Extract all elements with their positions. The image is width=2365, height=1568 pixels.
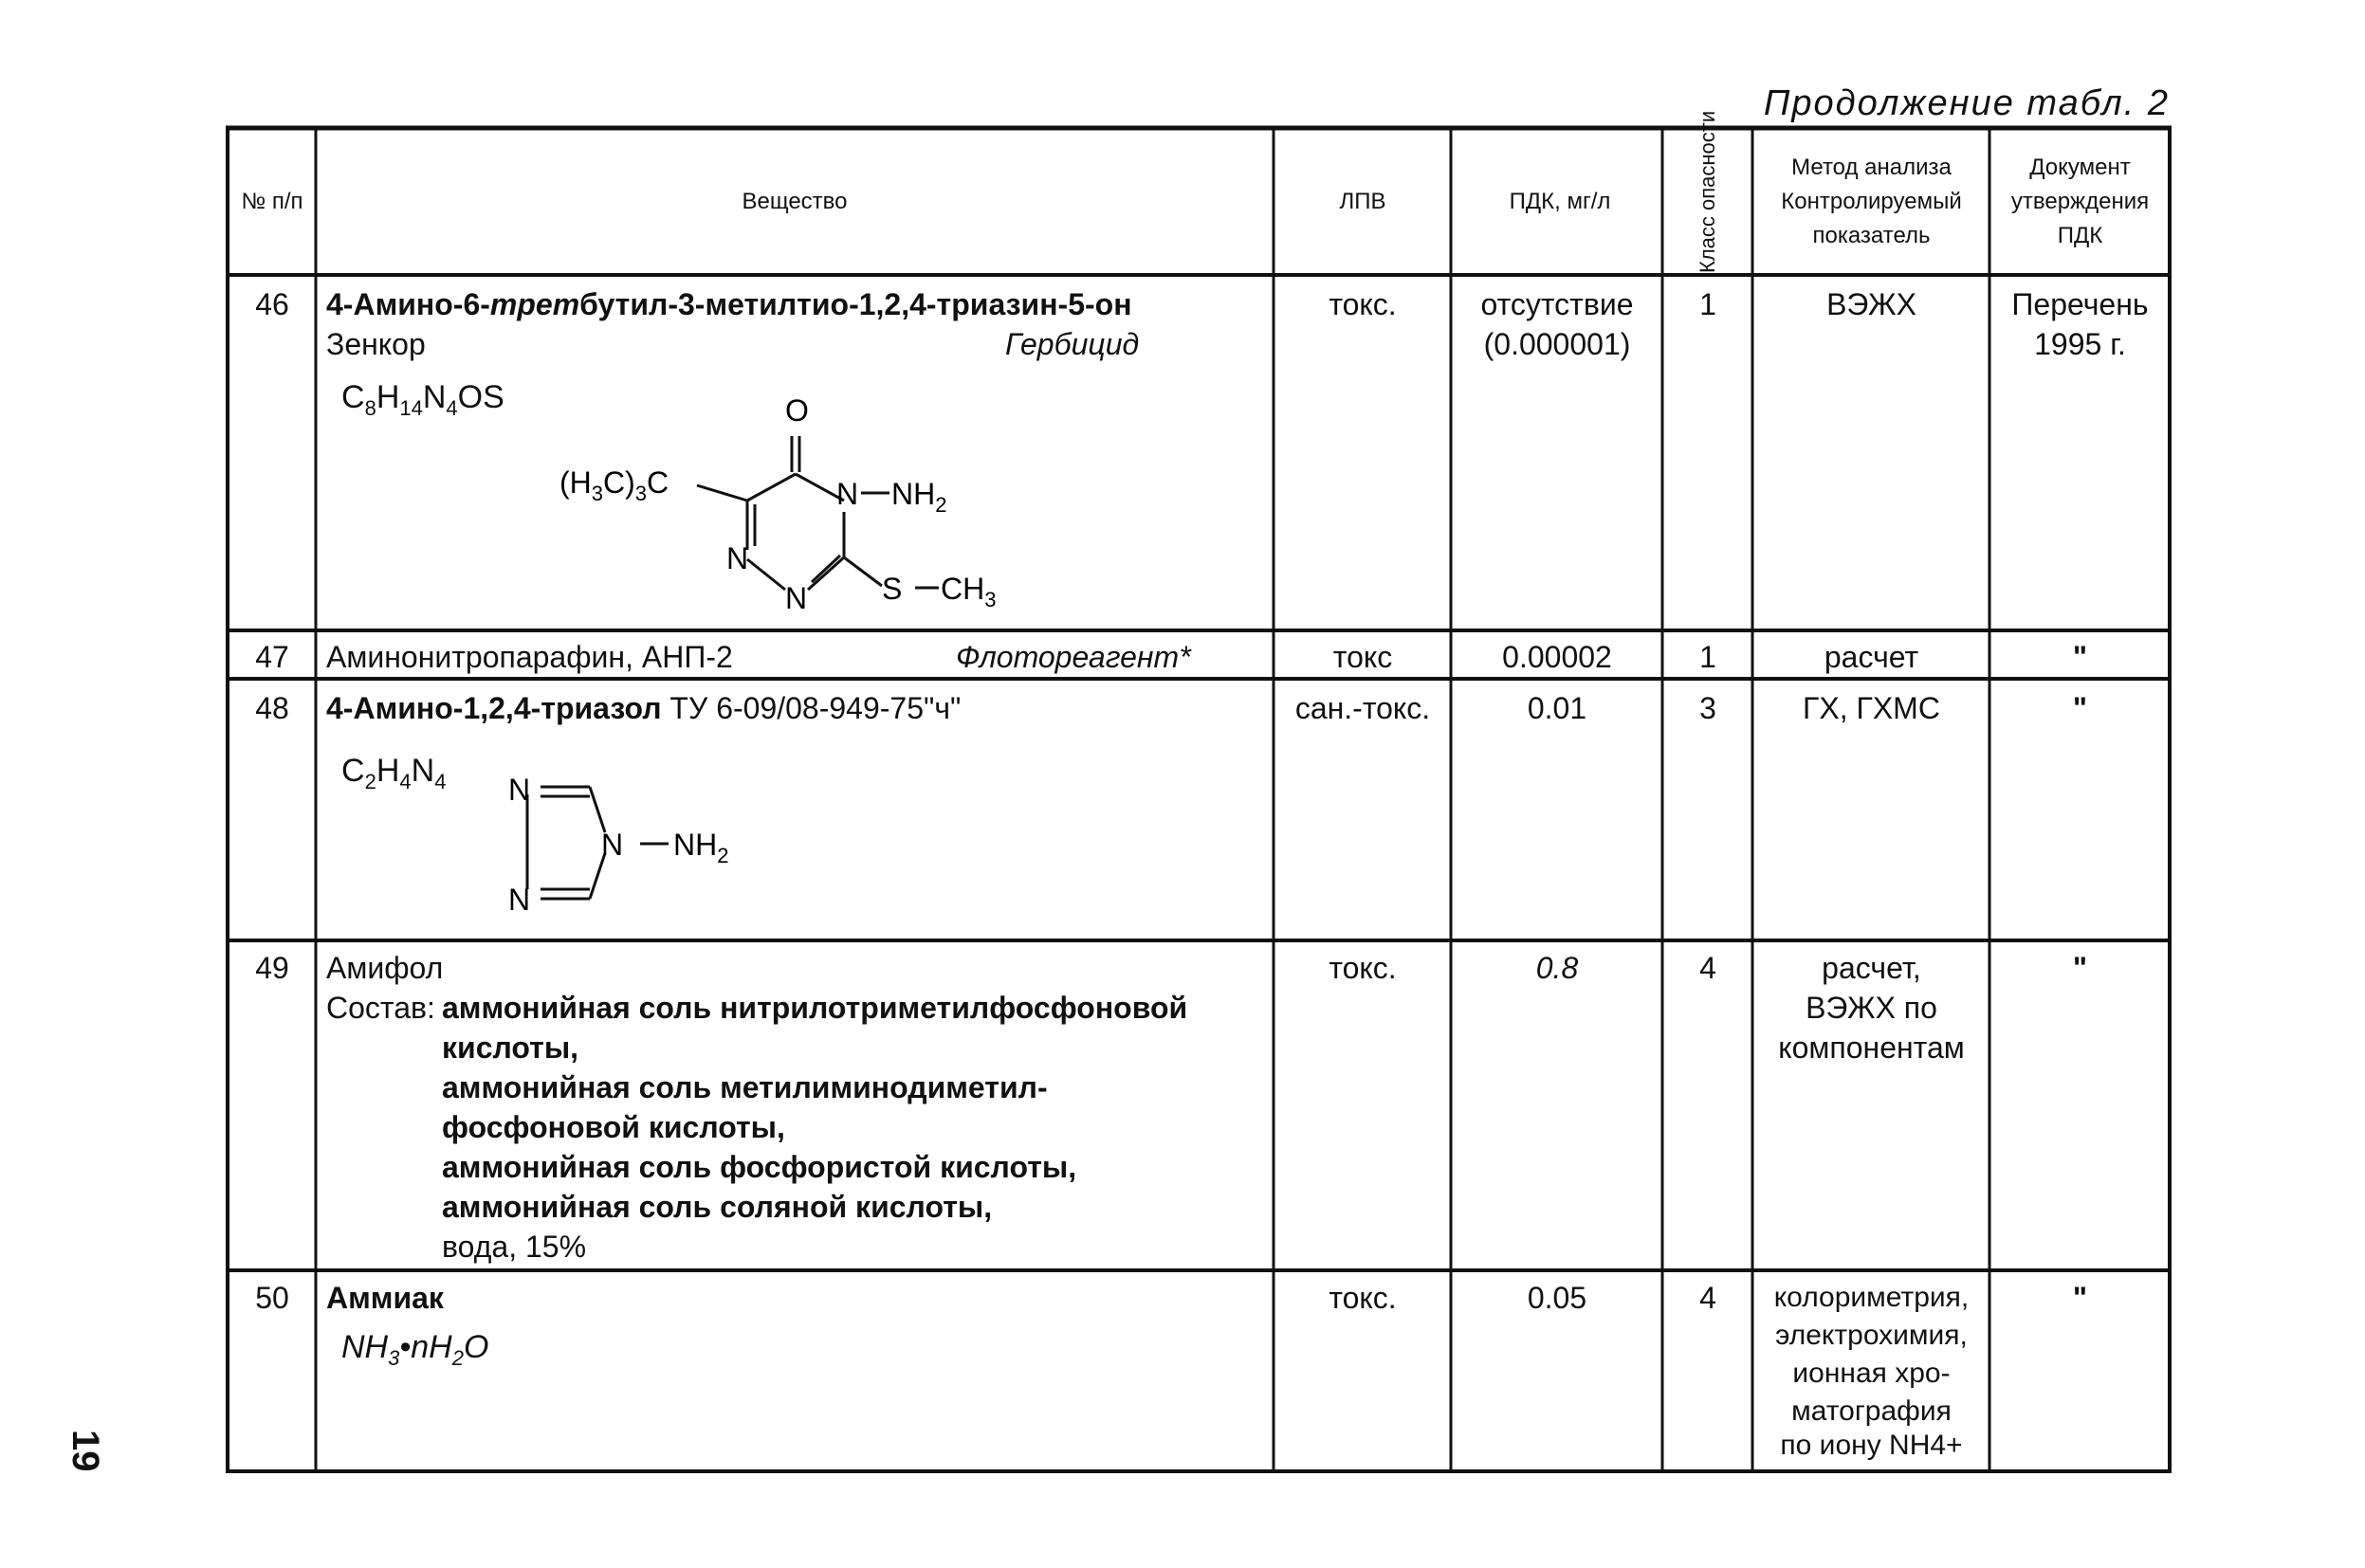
trade-name: Зенкор [326,327,426,361]
triazole-structure [503,766,768,927]
pdk-value: 0.8 [1535,951,1579,985]
lpv-value: сан.-токс. [1294,691,1431,725]
substance-category: Флотореагент* [956,640,1191,674]
row-number: 47 [255,640,289,674]
row-number: 48 [255,691,289,725]
tert-butyl-label: $(H_3C)_3C$ [559,465,669,505]
substance-name-part: бутил-3-метилтио-1,2,4-триазин-5-он [579,287,1132,321]
header-number-label: № п/п [241,189,303,214]
analysis-method-line: ионная хро- [1792,1358,1951,1389]
nitrogen-left-label: N [726,541,749,575]
substance-name-italic: трет [489,287,580,321]
nitrogen-bottom-label: N [508,883,531,917]
composition-line: фосфоновой кислоты, [442,1110,785,1144]
nitrogen-top-label: N [508,773,531,807]
sulfur-label: S [882,572,903,606]
substance-category: Гербицид [1005,327,1140,361]
header-document-label: Документ утверждения ПДК [2010,155,2150,248]
substance-spec: ТУ 6-09/08-949-75"ч" [661,691,962,725]
hazard-class: 4 [1699,1281,1716,1315]
page-number: 19 [64,1430,106,1472]
pdk-value-line1: отсутствие [1480,287,1634,321]
substance-name-part: 4-Амино-6- [326,287,490,321]
analysis-method: ВЭЖХ [1826,287,1916,321]
header-number [229,130,315,274]
analysis-method-line: компонентам [1778,1030,1965,1065]
nitrogen-ring-label: N [601,828,624,862]
hazard-class: 1 [1699,640,1716,674]
hazard-class: 3 [1699,691,1716,725]
approval-document: " [2072,640,2088,674]
pdk-value: 0.05 [1527,1281,1587,1315]
oxygen-label: O [785,393,809,428]
pdk-value-line2: (0.000001) [1483,327,1631,361]
analysis-method-line: колориметрия, [1773,1282,1970,1313]
header-method [1754,130,1989,274]
header-document [1991,130,2169,274]
composition-line: аммонийная соль фосфористой кислоты, [442,1150,1077,1184]
composition-line: аммонийная соль соляной кислоты, [442,1190,993,1224]
chemical-formula: $NH_3•nH_2O$ [341,1329,489,1370]
analysis-method-line: электрохимия, [1775,1320,1968,1351]
approval-document-line2: 1995 г. [2034,327,2126,361]
row-number: 46 [255,287,289,321]
approval-document: " [2072,951,2088,985]
header-lpv [1275,130,1450,274]
amino-group-label: $NH_2$ [891,477,947,517]
triazinone-structure [559,389,1015,626]
analysis-method: ГХ, ГХМС [1803,691,1940,725]
hazard-class: 1 [1699,287,1716,321]
header-class-label: Класс опасности [1696,110,1719,273]
approval-document: " [2072,1281,2088,1315]
lpv-value: токс. [1329,287,1397,321]
table-continuation-label: Продолжение табл. 2 [1763,83,2170,123]
lpv-value: токс. [1329,951,1397,985]
substance-name-bold: 4-Амино-1,2,4-триазол [326,691,662,725]
chemical-formula: $C_2H_4N_4$ [341,753,447,793]
composition-label: Состав: [326,991,435,1025]
composition-line: аммонийная соль метилиминодиметил- [442,1070,1048,1104]
header-class [1664,110,1751,274]
header-lpv-label: ЛПВ [1339,189,1386,214]
composition-line: аммонийная соль нитрилотриметилфосфоновой [442,991,1188,1025]
substance-name [326,688,1256,728]
analysis-method-line: матография [1791,1395,1952,1427]
composition-line: кислоты, [442,1030,579,1065]
approval-document-line1: Перечень [2011,287,2149,321]
analysis-method-line: по иону NH4+ [1780,1430,1963,1461]
header-method-label: Метод анализа Контролируемый показатель [1781,155,1962,248]
header-pdk [1508,130,1612,274]
substance-name: Амифол [326,951,444,985]
header-pdk-label: ПДК, мг/л [1509,189,1611,214]
header-substance [318,130,1272,274]
composition-line: вода, 15% [442,1230,587,1264]
header-substance-label: Вещество [742,189,848,214]
methyl-label: $CH_3$ [941,572,997,611]
amino-group-label: $NH_2$ [673,828,729,867]
substance-name [326,284,1256,324]
nitrogen-amino-label: N [836,477,859,511]
approval-document: " [2072,691,2088,725]
pdk-value: 0.01 [1527,691,1587,725]
nitrogen-bottom-label: N [785,581,808,615]
analysis-method-line: ВЭЖХ по [1806,991,1937,1025]
substance-name: Аминонитропарафин, АНП-2 [326,640,733,674]
substance-name: Аммиак [326,1281,444,1315]
analysis-method-line: расчет, [1822,951,1921,985]
chemical-formula: $C_8H_{14}N_4OS$ [341,379,504,420]
row-number: 50 [255,1281,289,1315]
lpv-value: токс [1332,640,1393,674]
hazard-class: 4 [1699,951,1716,985]
analysis-method: расчет [1824,640,1919,674]
pdk-value: 0.00002 [1502,640,1612,674]
row-number: 49 [255,951,289,985]
lpv-value: токс. [1329,1281,1397,1315]
